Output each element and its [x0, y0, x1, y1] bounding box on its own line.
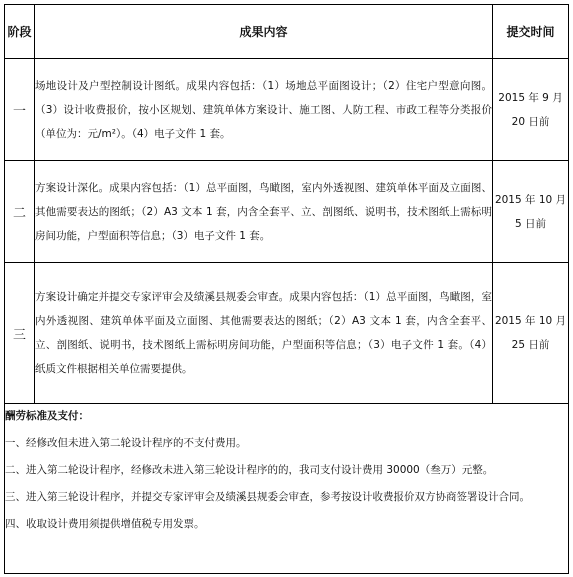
- stage-cell: 三: [5, 263, 35, 404]
- notes-item: 一、经修改但未进入第二轮设计程序的不支付费用。: [5, 437, 247, 449]
- header-time: 提交时间: [493, 5, 569, 59]
- content-cell: 场地设计及户型控制设计图纸。成果内容包括：（1）场地总平面图设计；（2）住宅户型意向图。（3）设计收费报价，按小区规划、建筑单体方案设计、施工图、人防工程、市政工程等分类报价（单位为：元/m²）。（4）电子文件 1 套。: [35, 59, 493, 161]
- stage-cell: 二: [5, 161, 35, 263]
- notes-row: [5, 404, 569, 574]
- header-stage: 阶段: [5, 5, 35, 59]
- table-row: [5, 161, 569, 263]
- content-cell: 方案设计深化。成果内容包括：（1）总平面图，鸟瞰图，室内外透视图、建筑单体平面及立面图、其他需要表达的图纸；（2）A3 文本 1 套，内含全套平、立、剖图纸、说明书，技术图纸上需标明房间功能，户型面积等信息；（3）电子文件 1 套。: [35, 161, 493, 263]
- time-cell: 2015 年 10 月 5 日前: [493, 161, 569, 263]
- time-cell: 2015 年 9 月 20 日前: [493, 59, 569, 161]
- results-table: [4, 4, 569, 574]
- stage-cell: 一: [5, 59, 35, 161]
- notes-item: 四、收取设计费用须提供增值税专用发票。: [5, 518, 205, 530]
- header-content: 成果内容: [35, 5, 493, 59]
- payment-notes: [5, 404, 569, 574]
- content-cell: 方案设计确定并提交专家评审会及绩溪县规委会审查。成果内容包括：（1）总平面图，鸟瞰图，室内外透视图、建筑单体平面及立面图、其他需要表达的图纸；（2）A3 文本 1 套，内含全套平、立、剖图纸、说明书，技术图纸上需标明房间功能，户型面积等信息；（3）电子文件 1 套。（4）纸质文件根据相关单位需要提供。: [35, 263, 493, 404]
- table-row: [5, 59, 569, 161]
- time-cell: 2015 年 10 月 25 日前: [493, 263, 569, 404]
- notes-item: 二、进入第二轮设计程序，经修改未进入第三轮设计程序的的，我司支付设计费用 30000（叁万）元整。: [5, 464, 494, 476]
- table-row: [5, 263, 569, 404]
- notes-title: 酬劳标准及支付：: [5, 410, 89, 422]
- header-row: [5, 5, 569, 59]
- notes-item: 三、进入第三轮设计程序，并提交专家评审会及绩溪县规委会审查，参考按设计收费报价双方协商签署设计合同。: [5, 491, 530, 503]
